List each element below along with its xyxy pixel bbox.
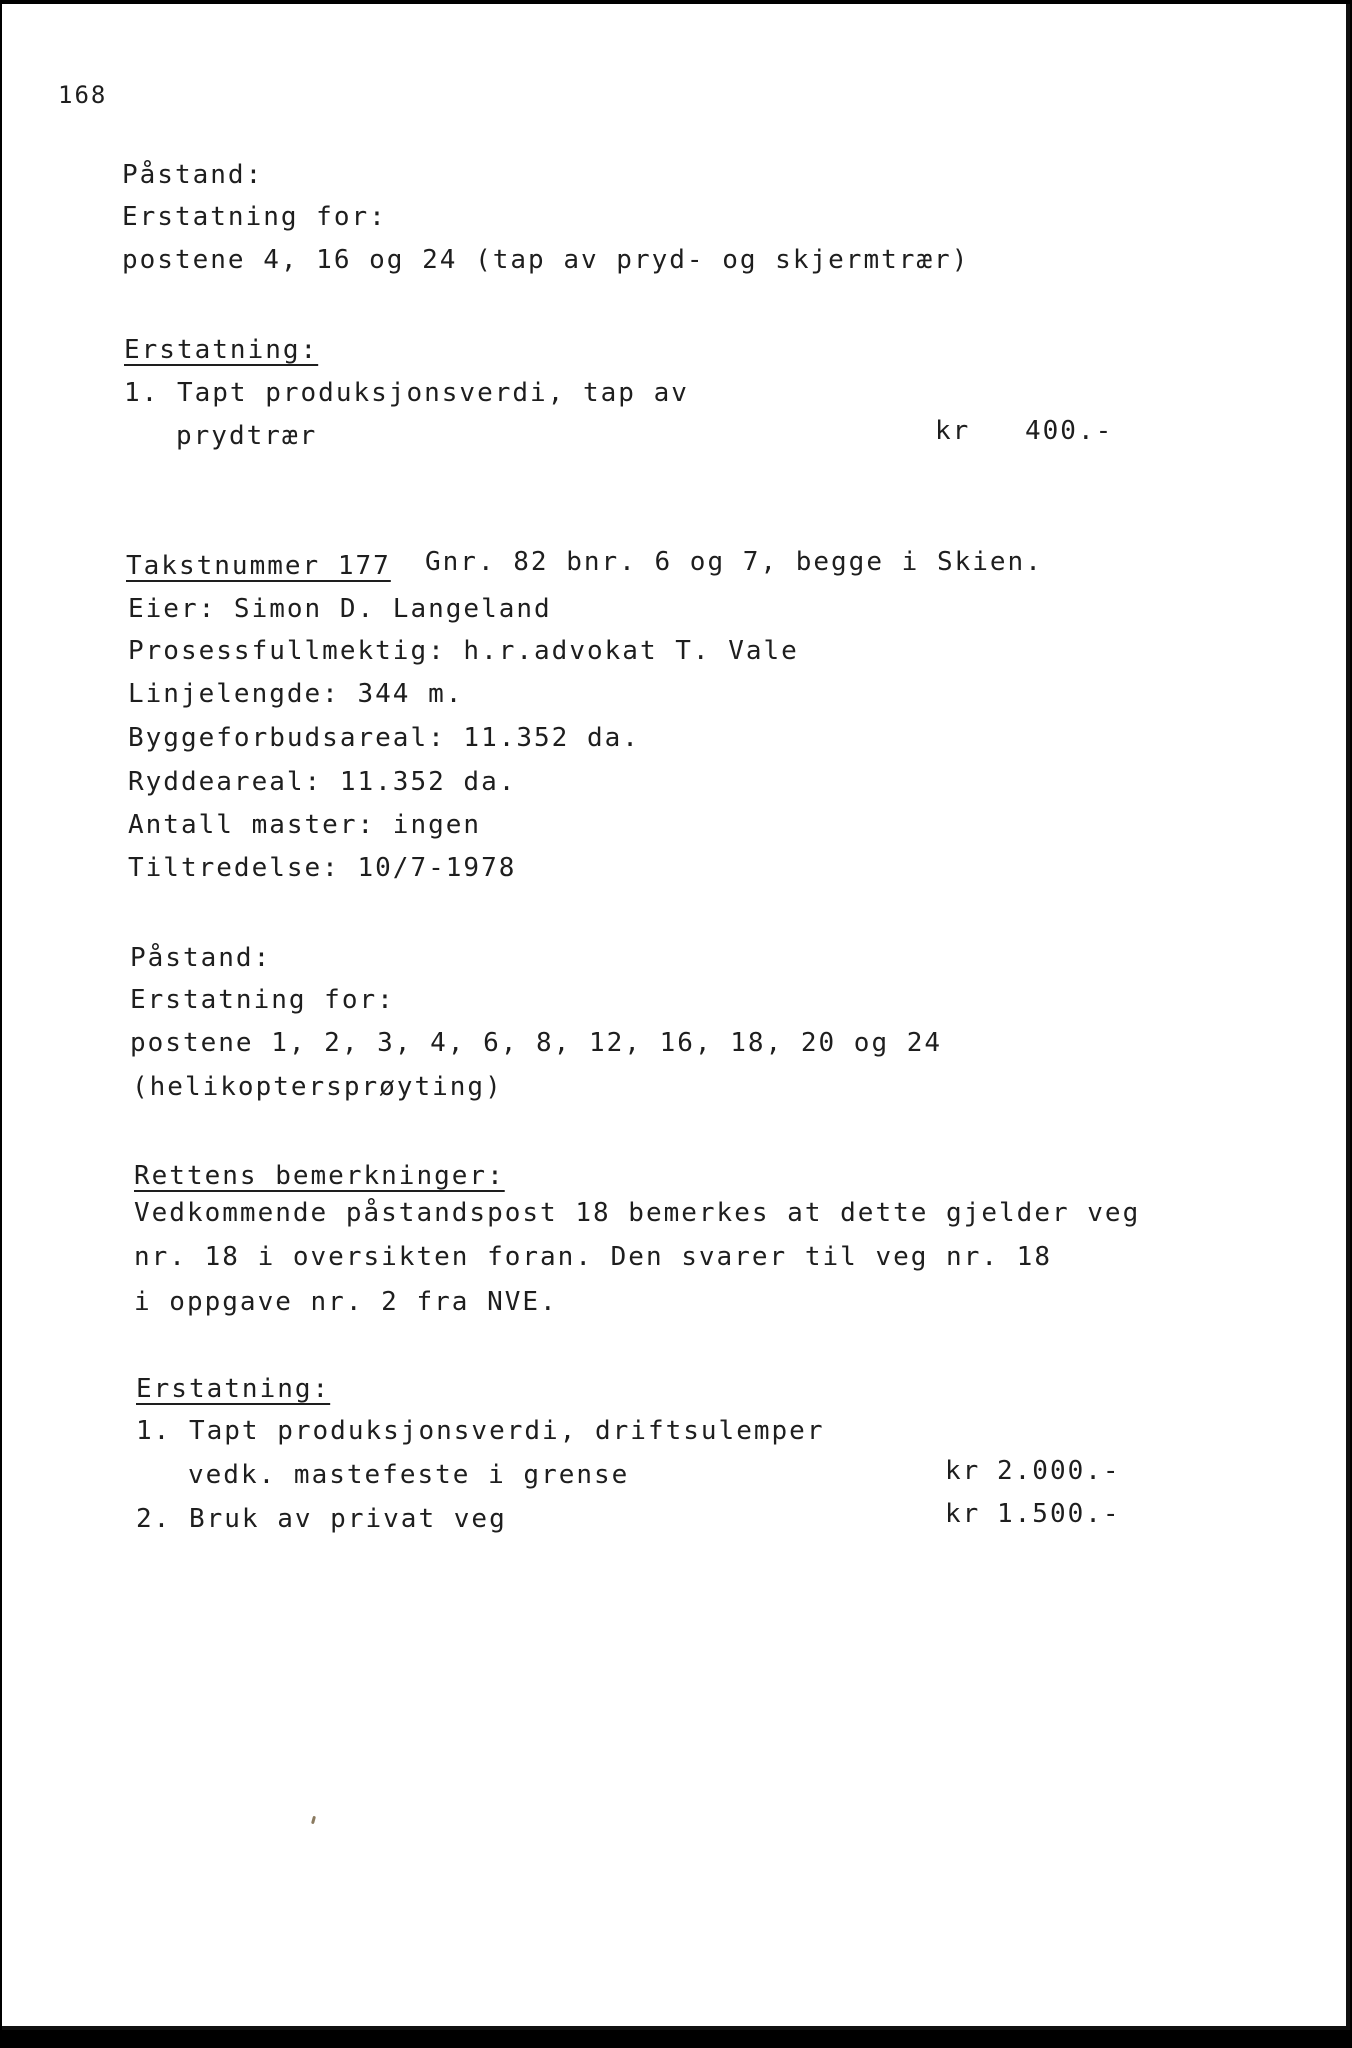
compensation-2-item-1-line-1: 1. Tapt produksjonsverdi, driftsulemper (136, 1416, 825, 1446)
compensation-2-item-1-currency: kr (945, 1456, 981, 1486)
owner: Eier: Simon D. Langeland (128, 594, 552, 624)
compensation-item-1-line-2: prydtrær (176, 421, 318, 451)
clearing-area: Ryddeareal: 11.352 da. (128, 767, 517, 797)
claim-heading-2: Påstand: (130, 943, 272, 973)
takst-location: Gnr. 82 bnr. 6 og 7, begge i Skien. (425, 547, 1043, 577)
compensation-2-item-1-amount: 2.000.- (997, 1456, 1121, 1486)
remarks-line-2: nr. 18 i oversikten foran. Den svarer til veg nr. 18 (134, 1242, 1052, 1272)
claim-items-2: postene 1, 2, 3, 4, 6, 8, 12, 16, 18, 20 og 24 (130, 1028, 943, 1058)
claim-for-2: Erstatning for: (130, 985, 395, 1015)
remarks-heading: Rettens bemerkninger: (134, 1161, 505, 1191)
page-number: 168 (58, 81, 108, 109)
remarks-line-3: i oppgave nr. 2 fra NVE. (134, 1287, 558, 1317)
building-ban-area: Byggeforbudsareal: 11.352 da. (128, 723, 640, 753)
ink-speck (311, 1816, 316, 1825)
claim-for: Erstatning for: (122, 202, 387, 232)
compensation-2-item-2: 2. Bruk av privat veg (136, 1504, 507, 1534)
document-page (2, 4, 1350, 2030)
claim-heading: Påstand: (122, 160, 264, 190)
remarks-line-1: Vedkommende påstandspost 18 bemerkes at dette gjelder veg (134, 1198, 1141, 1228)
attorney: Prosessfullmektig: h.r.advokat T. Vale (128, 636, 799, 666)
compensation-item-1-line-1: 1. Tapt produksjonsverdi, tap av (124, 378, 689, 408)
takst-number: Takstnummer 177 (126, 551, 391, 581)
line-length: Linjelengde: 344 m. (128, 679, 464, 709)
compensation-2-item-2-currency: kr (945, 1499, 981, 1529)
compensation-2-item-2-amount: 1.500.- (997, 1499, 1121, 1529)
mast-count: Antall master: ingen (128, 810, 482, 840)
compensation-heading-2: Erstatning: (136, 1374, 331, 1404)
compensation-item-1-amount: 400.- (1025, 416, 1114, 446)
entry-date: Tiltredelse: 10/7-1978 (128, 853, 517, 883)
claim-items: postene 4, 16 og 24 (tap av pryd- og skjermtrær) (122, 245, 970, 275)
compensation-2-item-1-line-2: vedk. mastefeste i grense (188, 1460, 630, 1490)
compensation-heading: Erstatning: (124, 335, 319, 365)
compensation-item-1-currency: kr (935, 416, 971, 446)
claim-items-note: (helikoptersprøyting) (132, 1072, 503, 1102)
